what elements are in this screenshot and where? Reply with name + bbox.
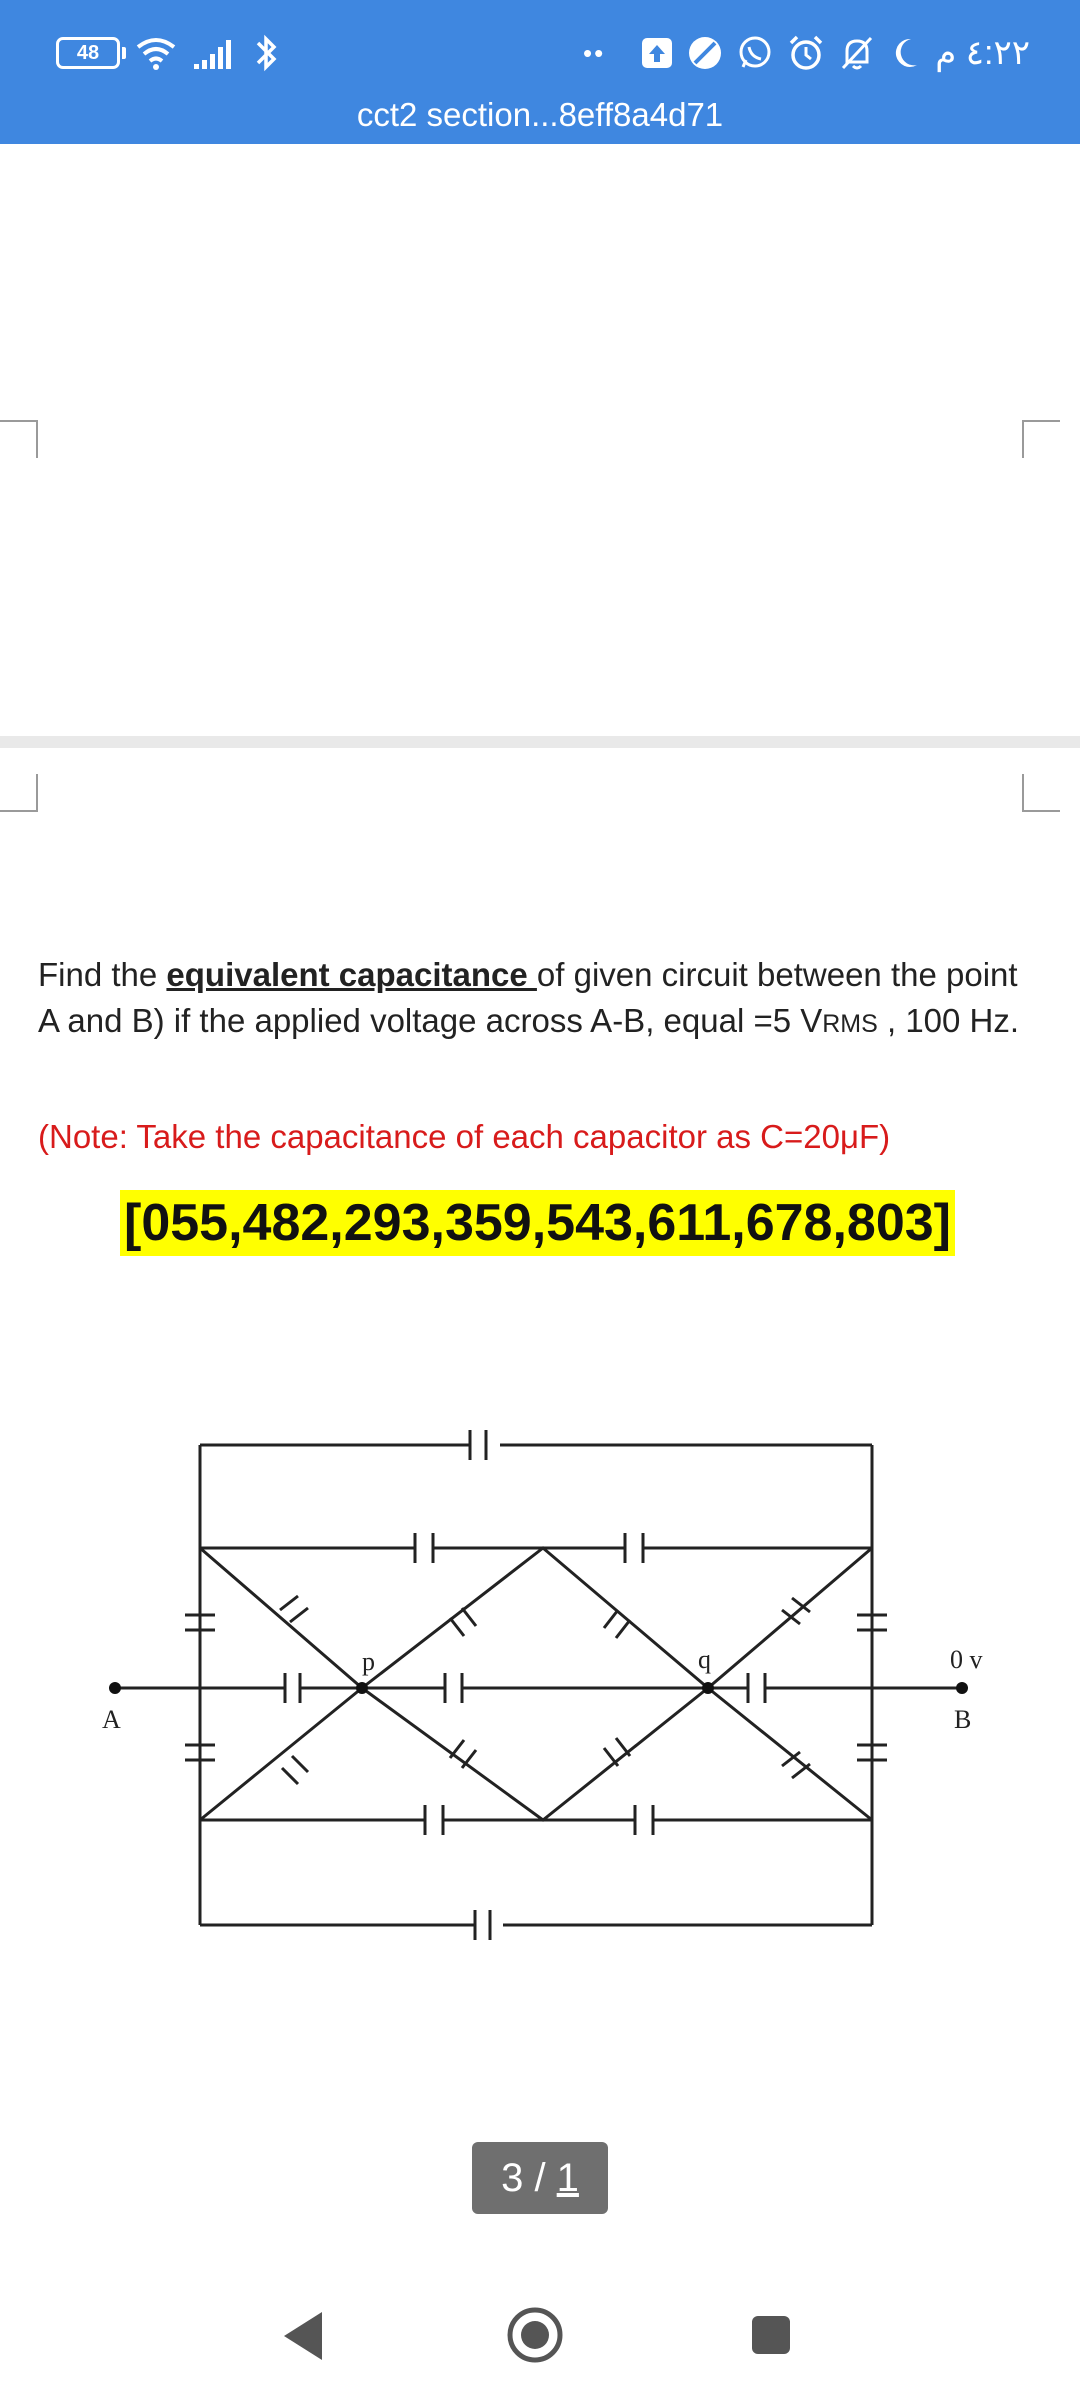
- page-separator: /: [523, 2156, 557, 2200]
- total-pages: 1: [556, 2156, 579, 2200]
- document-title: cct2 section...8eff8a4d71: [356, 96, 724, 133]
- data-saver-icon: [687, 35, 723, 71]
- current-page: 3: [501, 2156, 524, 2200]
- alarm-icon: [787, 34, 825, 72]
- wifi-icon: [134, 35, 178, 71]
- label-0v: 0 v: [950, 1645, 983, 1674]
- upload-icon: [641, 37, 673, 69]
- page-divider: [0, 736, 1080, 748]
- do-not-disturb-moon-icon: [889, 35, 921, 71]
- question-text: [38, 952, 1038, 1047]
- crop-mark-top-left: [0, 420, 38, 458]
- circuit-diagram: [90, 1400, 1040, 1960]
- question-body: of given circuit between the point A and B) if the applied voltage across A-B, equal =5 V: [38, 956, 1018, 1039]
- note-text: (Note: Take the capacitance of each capacitor as C=20μF): [38, 1118, 891, 1155]
- label-a: A: [102, 1705, 121, 1734]
- node-q: [702, 1682, 714, 1694]
- crop-mark-top-right: [1022, 420, 1060, 458]
- overflow-dots: ••: [583, 37, 606, 68]
- status-left-icons: [56, 30, 280, 76]
- signal-icon: [192, 36, 240, 70]
- label-q: q: [698, 1645, 711, 1674]
- crop-mark-bottom-right: [1022, 774, 1060, 812]
- battery-indicator: 48: [56, 37, 120, 69]
- label-p: p: [362, 1647, 375, 1676]
- bluetooth-icon: [254, 33, 280, 73]
- question-term: equivalent capacitance: [166, 956, 537, 993]
- answer-codes: [055,482,293,359,543,611,678,803]: [120, 1190, 955, 1256]
- home-button-icon[interactable]: [506, 2306, 564, 2364]
- notifications-off-icon: [839, 34, 875, 72]
- clock: ٤:٢٢ م: [935, 34, 1030, 72]
- node-b: [956, 1682, 968, 1694]
- question-end: , 100 Hz.: [877, 1002, 1020, 1039]
- recents-button-icon[interactable]: [750, 2314, 792, 2356]
- question-pre: Find the: [38, 956, 167, 993]
- node-a: [109, 1682, 121, 1694]
- whatsapp-icon: [737, 35, 773, 71]
- status-right-icons: [583, 26, 1030, 80]
- label-b: B: [954, 1705, 972, 1734]
- back-button-icon[interactable]: [280, 2310, 326, 2362]
- question-subscript: RMS: [822, 1010, 878, 1038]
- crop-mark-bottom-left: [0, 774, 38, 812]
- status-bar: [0, 0, 1080, 144]
- navigation-bar: [0, 2250, 1080, 2400]
- page-indicator[interactable]: [472, 2142, 608, 2214]
- node-p: [356, 1682, 368, 1694]
